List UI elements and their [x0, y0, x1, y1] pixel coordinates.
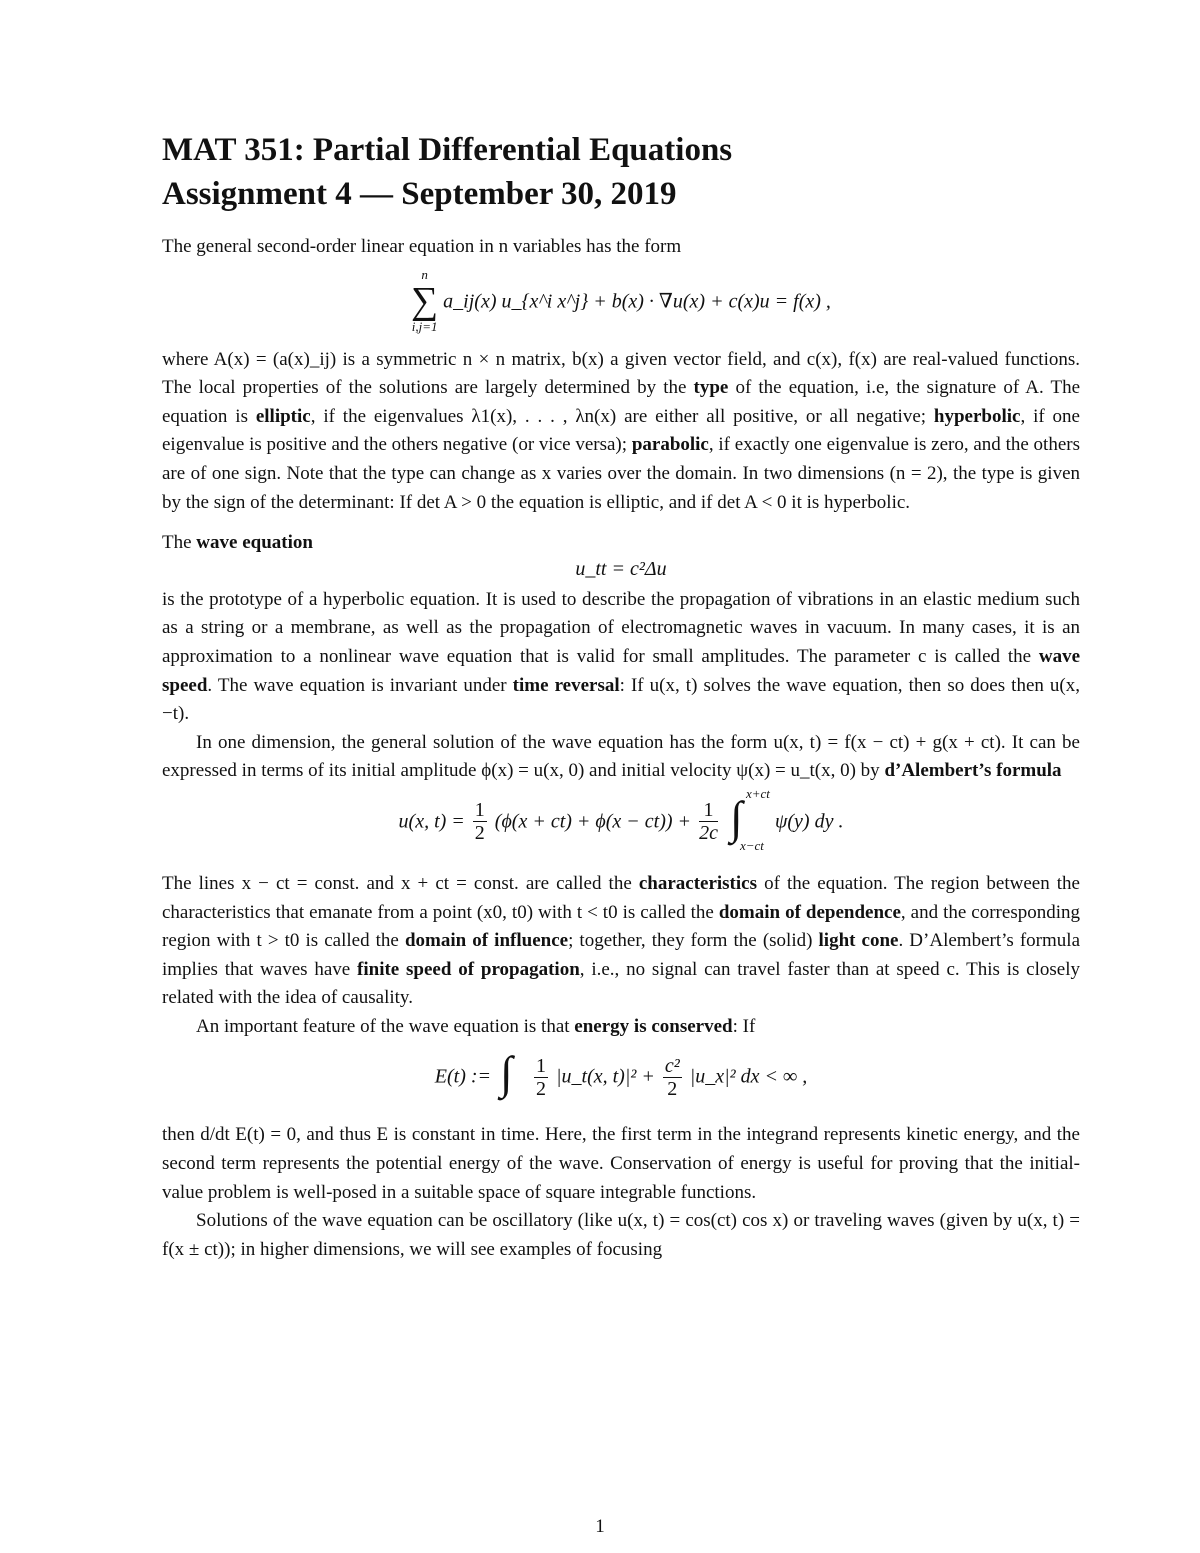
characteristics-paragraph	[162, 870, 1080, 1013]
term-hyperbolic: hyperbolic	[933, 405, 1021, 427]
dalembert-rhs: ψ(y) dy .	[774, 810, 844, 833]
type-paragraph	[162, 346, 1080, 518]
char-text-2: of the equation. The region between the characteristics that emanate from a point (x0, t0) with t < t0 is called the	[162, 872, 1080, 923]
char-text-4: ; together, they form the (solid)	[568, 930, 819, 952]
wave-heading-pre: The	[162, 532, 197, 554]
char-text-6: , i.e., no signal can travel faster than at speed c. This is closely related with the idea of causality.	[162, 958, 1080, 1009]
wave-equation-display	[162, 558, 1080, 586]
dalembert-equation	[162, 785, 1080, 870]
wave-equation-formula: u_tt = c²Δu	[575, 557, 667, 580]
term-parabolic: parabolic	[631, 434, 709, 456]
document-title	[162, 128, 1080, 216]
energy-rhs: |u_x|² dx < ∞ ,	[689, 1065, 808, 1088]
title-line-assignment: Assignment 4 — September 30, 2019	[162, 176, 677, 212]
term-energy-conserved: energy is conserved	[574, 1015, 733, 1037]
energy-lhs: E(t) :=	[434, 1065, 492, 1088]
sum-operator: n ∑ i,j=1	[411, 266, 439, 334]
wave-text-1: is the prototype of a hyperbolic equation. It is used to describe the propagation of vibrations in an elastic medium such as a string or a membrane, as well as the propagation of electromagnetic waves in vacuum. In many cases, it is an approximation to a nonlinear wave equation that is valid for small amplitudes. The parameter c is called the	[162, 588, 1080, 667]
wave-text-3: : If u(x, t) solves the wave equation, then so does then u(x, −t).	[162, 674, 1081, 725]
one-dimension-paragraph	[162, 729, 1080, 786]
integral-upper-limit: x+ct	[745, 785, 770, 801]
term-type: type	[693, 377, 729, 399]
type-text-3: , if the eigenvalues λ1(x), . . . , λn(x) are either all positive, or all negative;	[310, 405, 934, 427]
term-dalembert-formula: d’Alembert’s formula	[884, 760, 1062, 782]
wave-equation-heading	[162, 529, 1080, 558]
energy-text-2: : If	[732, 1015, 756, 1037]
document-page	[162, 128, 1080, 1264]
sum-lower-limit: i,j=1	[411, 318, 438, 334]
dalembert-lhs: u(x, t) =	[398, 810, 465, 833]
general-equation	[162, 268, 1080, 346]
energy-conservation-paragraph: then d/dt E(t) = 0, and thus E is constant in time. Here, the first term in the integrand represents kinetic energy, and the second term represents the potential energy of the wave. Conservation of energy is useful for proving that the initial-value problem is well-posed in a suitable space of square integrable functions.	[162, 1124, 1080, 1203]
term-wave-speed: wave speed	[162, 645, 1080, 696]
energy-paragraph	[162, 1013, 1080, 1042]
energy-middle: |u_t(x, t)|² +	[556, 1065, 655, 1088]
intro-paragraph: The general second-order linear equation in n variables has the form	[162, 236, 682, 257]
energy-equation	[162, 1047, 1080, 1121]
fraction-one-half-energy: $\frac{1}{2}$	[536, 1054, 547, 1100]
wave-paragraph	[162, 586, 1080, 729]
page-number: 1	[595, 1516, 605, 1537]
char-text-3: , and the corresponding region with t > t0 is called the	[162, 901, 1080, 952]
wave-text-2: . The wave equation is invariant under	[207, 674, 513, 696]
type-text-2: of the equation, i.e, the signature of A. The equation is	[162, 377, 1080, 427]
term-domain-of-dependence: domain of dependence	[718, 901, 901, 923]
term-finite-speed: finite speed of propagation	[357, 958, 580, 980]
title-line-course: MAT 351: Partial Differential Equations	[162, 132, 733, 168]
sum-upper-limit: n	[421, 266, 428, 282]
general-equation-body: a_ij(x) u_{x^i x^j} + b(x) · ∇u(x) + c(x)u = f(x) ,	[443, 290, 831, 313]
energy-text-1: An important feature of the wave equation is that	[196, 1015, 575, 1037]
term-elliptic: elliptic	[255, 405, 311, 427]
fraction-one-over-2c: $\frac{1}{2c}$	[699, 799, 718, 845]
energy-integral-sign: ∫	[500, 1047, 513, 1099]
term-light-cone: light cone	[818, 930, 899, 952]
term-wave-equation: wave equation	[196, 532, 313, 554]
type-text-5: , if exactly one eigenvalue is zero, and the others are of one sign. Note that the type can change as x varies over the domain. In two dimensions (n = 2), the type is given by the sign of the determinant: If det A > 0 the equation is elliptic, and if det A < 0 it is hyperbolic.	[162, 434, 1080, 513]
fraction-one-half: $\frac{1}{2}$	[474, 799, 485, 845]
term-domain-of-influence: domain of influence	[404, 930, 569, 952]
type-text-1: where A(x) = (a(x)_ij) is a symmetric n × n matrix, b(x) a given vector field, and c(x), f(x) are real-valued functions. The local properties of the solutions are largely determined by the	[162, 348, 1080, 399]
onedim-text-1: In one dimension, the general solution of the wave equation has the form u(x, t) = f(x − ct) + g(x + ct). It can be expressed in terms of its initial amplitude ϕ(x) = u(x, 0) and initial velocity ψ(x) = u_t(x, 0) by	[162, 731, 1080, 782]
integral-lower-limit: x−ct	[739, 837, 764, 853]
type-text-4: , if one eigenvalue is positive and the others negative (or vice versa);	[162, 405, 1080, 456]
dalembert-middle: (ϕ(x + ct) + ϕ(x − ct)) +	[494, 810, 692, 833]
char-text-1: The lines x − ct = const. and x + ct = const. are called the	[162, 872, 639, 894]
fraction-c-squared-half: $\frac{\text{c²}}{2}$	[664, 1054, 680, 1100]
term-characteristics: characteristics	[638, 872, 757, 894]
solutions-paragraph: Solutions of the wave equation can be oscillatory (like u(x, t) = cos(ct) cos x) or traveling waves (given by u(x, t) = f(x ± ct)); in higher dimensions, we will see examples of focusing	[162, 1210, 1080, 1260]
integral-sign: ∫ x+ct x−ct	[729, 785, 770, 853]
term-time-reversal: time reversal	[512, 674, 620, 696]
char-text-5: . D’Alembert’s formula implies that waves have	[162, 930, 1081, 980]
